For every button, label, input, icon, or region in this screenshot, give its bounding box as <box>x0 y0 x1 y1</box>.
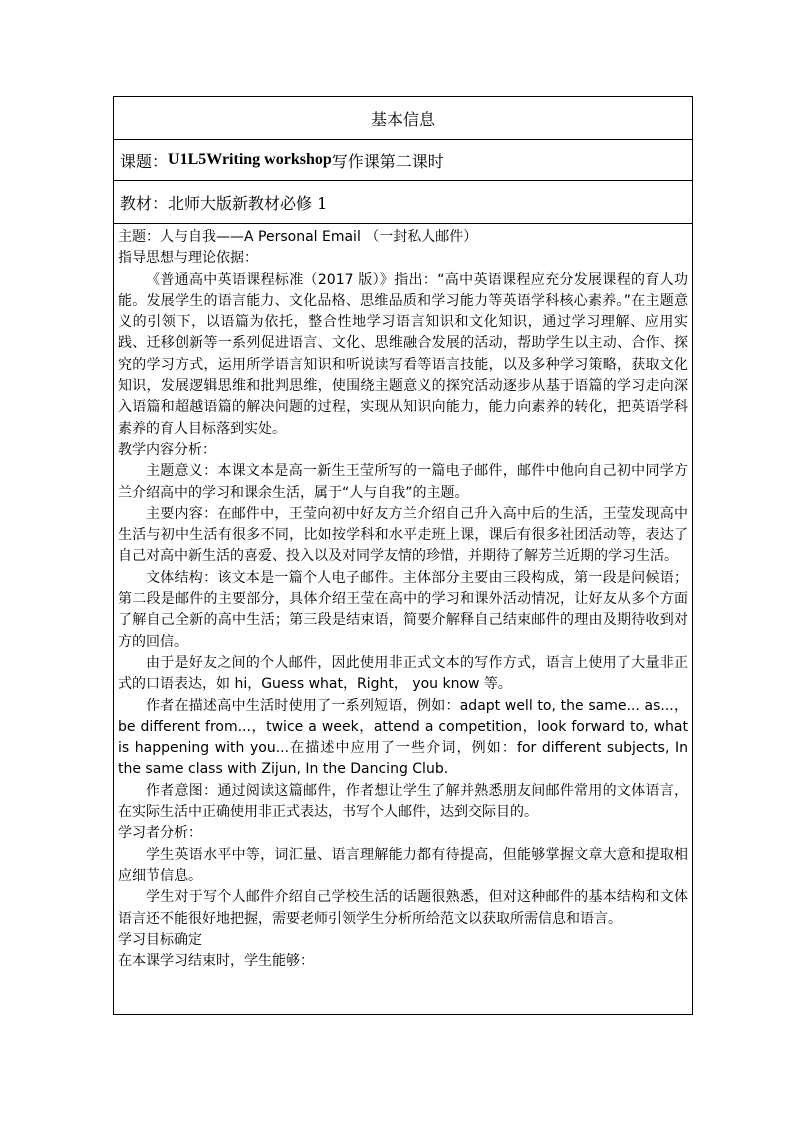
lesson-title-suffix: 写作课第二课时 <box>331 151 444 171</box>
content-phrases-paragraph: 作者在描述高中生活时使用了一系列短语，例如：adapt well to, the same... as...，be different from...，twice a week，attend a competition，look forward to, what is happening with you...在描述中应用了一些介词，例如：for different subjects, In the same class with Zijun, In the Dancing Club. <box>118 697 688 778</box>
learner-paragraph-1: 学生英语水平中等，词汇量、语言理解能力都有待提高，但能够掌握文章大意和提取相应细节信息。 <box>118 846 688 884</box>
section-title: 基本信息 <box>370 109 435 129</box>
table-header-row <box>114 97 692 140</box>
goal-heading: 学习目标确定 <box>118 931 202 948</box>
content-style-paragraph: 由于是好友之间的个人邮件，因此使用非正式文本的写作方式，语言上使用了大量非正式的口语表达，如 hi，Guess what，Right， you know 等。 <box>118 654 688 693</box>
guide-heading: 指导思想与理论依据： <box>118 250 258 267</box>
learner-heading: 学习者分析： <box>118 825 202 842</box>
lesson-title-prefix: 课题： <box>120 151 169 171</box>
lesson-title-row <box>114 140 692 181</box>
content-heading: 教学内容分析： <box>118 441 216 458</box>
goal-intro: 在本课学习结束时，学生能够： <box>118 953 314 970</box>
lesson-plan-table <box>113 96 693 1015</box>
guide-paragraph: 《普通高中英语课程标准（2017 版）》指出：“高中英语课程应充分发展课程的育人功能。发展学生的语言能力、文化品格、思维品质和学习能力等英语学科核心素养。”在主题意义的引领下，以语篇为依托，整合性地学习语言知识和文化知识，通过学习理解、应用实践、迁移创新等一系列促进语言、文化、思维融合发展的活动，帮助学生以主动、合作、探究的学习方式，运用所学语言知识和听说读写看等语言技能，以及多种学习策略，获取文化知识，发展逻辑思维和批判思维，使围绕主题意义的探究活动逐步从基于语篇的学习走向深入语篇和超越语篇的解决问题的过程，实现从知识向能力，能力向素养的转化，把英语学科素养的育人目标落到实处。 <box>118 271 688 437</box>
content-structure-paragraph: 文体结构：该文本是一篇个人电子邮件。主体部分主要由三段构成，第一段是问候语；第二段是邮件的主要部分，具体介绍王莹在高中的学习和课外活动情况，让好友从多个方面了解自己全新的高中生活；第三段是结束语，简要介解释自己结束邮件的理由及期待收到对方的回信。 <box>118 569 688 650</box>
textbook-row <box>114 181 692 224</box>
learner-paragraph-2: 学生对于写个人邮件介绍自己学校生活的话题很熟悉，但对这种邮件的基本结构和文体语言还不能很好地把握，需要老师引领学生分析所给范文以获取所需信息和语言。 <box>118 889 688 927</box>
theme-line: 主题：人与自我——A Personal Email （一封私人邮件） <box>118 229 478 245</box>
content-theme-paragraph: 主题意义：本课文本是高一新生王莹所写的一篇电子邮件，邮件中他向自己初中同学方兰介绍高中的学习和课余生活，属于“人与自我”的主题。 <box>118 463 688 501</box>
content-intent-paragraph: 作者意图：通过阅读这篇邮件，作者想让学生了解并熟悉朋友间邮件常用的文体语言，在实际生活中正确使用非正式表达，书写个人邮件，达到交际目的。 <box>118 782 688 821</box>
lesson-body <box>114 224 692 1014</box>
textbook-label: 教材：北师大版新教材必修 1 <box>120 193 328 213</box>
lesson-title-code: U1L5Writing workshop <box>168 151 332 168</box>
content-main-paragraph: 主要内容：在邮件中，王莹向初中好友方兰介绍自己升入高中后的生活，王莹发现高中生活与初中生活有很多不同，比如按学科和水平走班上课，课后有很多社团活动等，表达了自己对高中新生活的喜爱、投入以及对同学友情的珍惜，并期待了解芳兰近期的学习生活。 <box>118 505 688 565</box>
